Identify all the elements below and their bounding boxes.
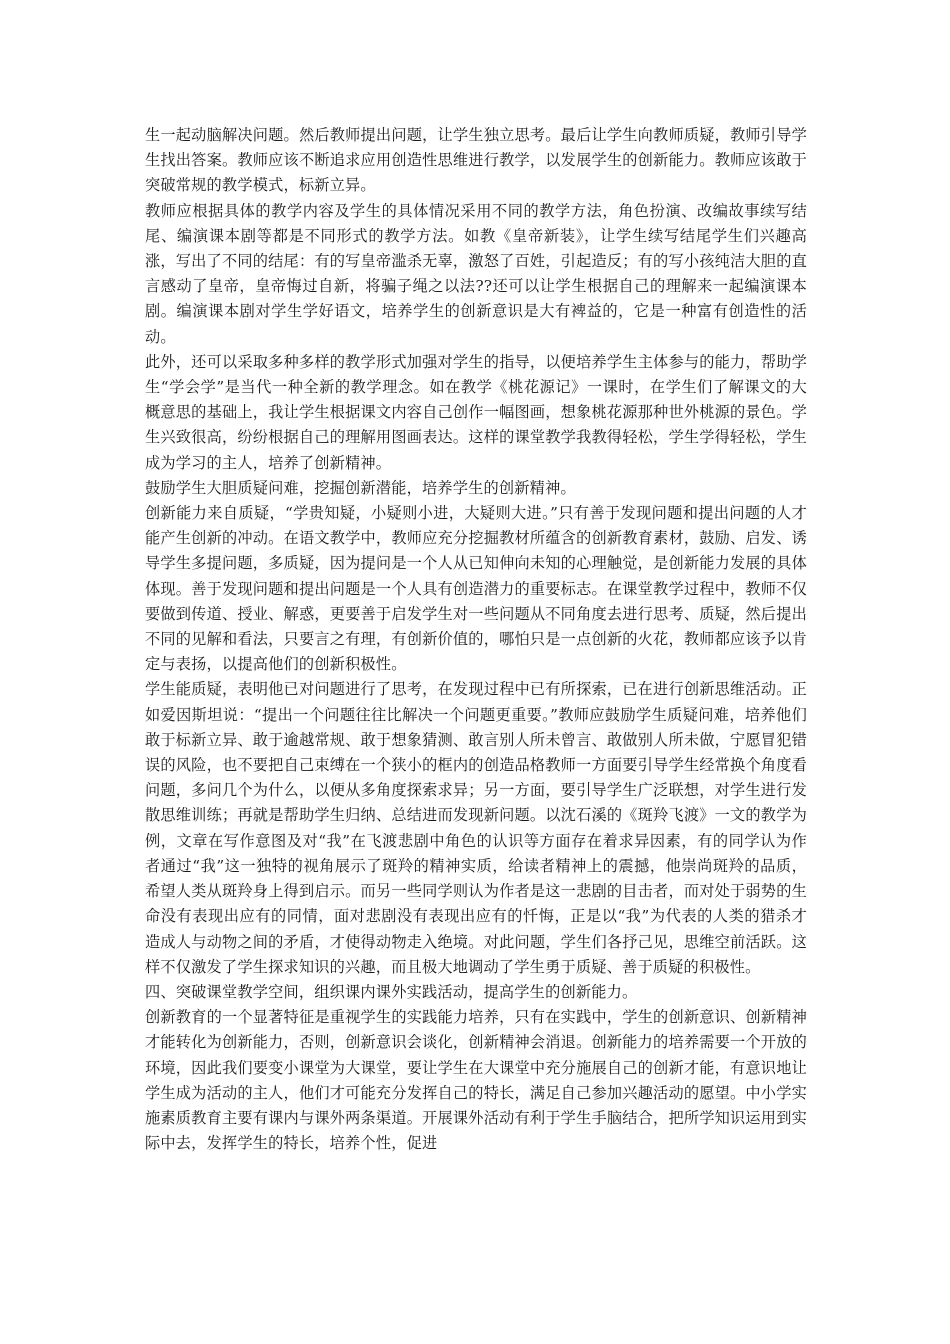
paragraph-3: 此外，还可以采取多种多样的教学形式加强对学生的指导，以便培养学生主体参与的能力，帮助学生“学会学”是当代一种全新的教学理念。如在教学《桃花源记》一课时，在学生们了解课文的大概意思的基础上，我让学生根据课文内容自己创作一幅图画，想象桃花源那种世外桃源的景色。学生兴致很高，纷纷根据自己的理解用图画表达。这样的课堂教学我教得轻松，学生学得轻松，学生成为学习的主人，培养了创新精神。 bbox=[145, 352, 807, 472]
document-body bbox=[145, 123, 807, 1156]
paragraph-7-heading: 四、突破课堂教学空间，组织课内课外实践活动，提高学生的创新能力。 bbox=[145, 982, 638, 1001]
paragraph-4-heading: 鼓励学生大胆质疑问难，挖掘创新潜能，培养学生的创新精神。 bbox=[145, 478, 576, 497]
paragraph-1: 生一起动脑解决问题。然后教师提出问题，让学生独立思考。最后让学生向教师质疑，教师引导学生找出答案。教师应该不断追求应用创造性思维进行教学，以发展学生的创新能力。教师应该敢于突破常规的教学模式，标新立异。 bbox=[145, 126, 807, 195]
paragraph-2: 教师应根据具体的教学内容及学生的具体情况采用不同的教学方法，角色扮演、改编故事续写结尾、编演课本剧等都是不同形式的教学方法。如教《皇帝新装》，让学生续写结尾学生们兴趣高涨，写出了不同的结尾：有的写皇帝滥杀无辜，激怒了百姓，引起造反；有的写小孩纯洁大胆的直言感动了皇帝，皇帝悔过自新，将骗子绳之以法??还可以让学生根据自己的理解来一起编演课本剧。编演课本剧对学生学好语文，培养学生的创新意识是大有裨益的，它是一种富有创造性的活动。 bbox=[145, 201, 807, 346]
paragraph-5: 创新能力来自质疑，“学贵知疑，小疑则小进，大疑则大进。”只有善于发现问题和提出问题的人才能产生创新的冲动。在语文教学中，教师应充分挖掘教材所蕴含的创新教育素材，鼓励、启发、诱导学生多提问题，多质疑，因为提问是一个人从已知伸向未知的心理触觉，是创新能力发展的具体体现。善于发现问题和提出问题是一个人具有创造潜力的重要标志。在课堂教学过程中，教师不仅要做到传道、授业、解惑，更要善于启发学生对一些问题从不同角度去进行思考、质疑，然后提出不同的见解和看法，只要言之有理，有创新价值的，哪怕只是一点创新的火花，教师都应该予以肯定与表扬，以提高他们的创新积极性。 bbox=[145, 504, 807, 674]
paragraph-8: 创新教育的一个显著特征是重视学生的实践能力培养，只有在实践中，学生的创新意识、创新精神才能转化为创新能力，否则，创新意识会谈化，创新精神会消退。创新能力的培养需要一个开放的环境，因此我们要变小课堂为大课堂，要让学生在大课堂中充分施展自己的创新才能，有意识地让学生成为活动的主人，他们才可能充分发挥自己的特长，满足自己参加兴趣活动的愿望。中小学实施素质教育主要有课内与课外两条渠道。开展课外活动有利于学生手脑结合，把所学知识运用到实际中去，发挥学生的特长，培养个性，促进 bbox=[145, 1008, 807, 1153]
paragraph-6: 学生能质疑，表明他已对问题进行了思考，在发现过程中已有所探索，已在进行创新思维活动。正如爱因斯坦说：“提出一个问题往往比解决一个问题更重要。”教师应鼓励学生质疑问难，培养他们敢于标新立异、敢于逾越常规、敢于想象猜测、敢言别人所未曾言、敢做别人所未做，宁愿冒犯错误的风险，也不要把自己束缚在一个狭小的框内的创造品格教师一方面要引导学生经常换个角度看问题，多问几个为什么，以便从多角度探索求异；另一方面，要引导学生广泛联想，对学生进行发散思维训练；再就是帮助学生归纳、总结进而发现新问题。以沈石溪的《斑羚飞渡》一文的教学为例，文章在写作意图及对“我”在飞渡悲剧中角色的认识等方面存在着求异因素，有的同学认为作者通过“我”这一独特的视角展示了斑羚的精神实质，给读者精神上的震撼，他崇尚斑羚的品质，希望人类从斑羚身上得到启示。而另一些同学则认为作者是这一悲剧的目击者，而对处于弱势的生命没有表现出应有的同情，面对悲剧没有表现出应有的忏悔，正是以“我”为代表的人类的猎杀才造成人与动物之间的矛盾，才使得动物走入绝境。对此问题，学生们各抒己见，思维空前活跃。这样不仅激发了学生探求知识的兴趣，而且极大地调动了学生勇于质疑、善于质疑的积极性。 bbox=[145, 680, 807, 976]
